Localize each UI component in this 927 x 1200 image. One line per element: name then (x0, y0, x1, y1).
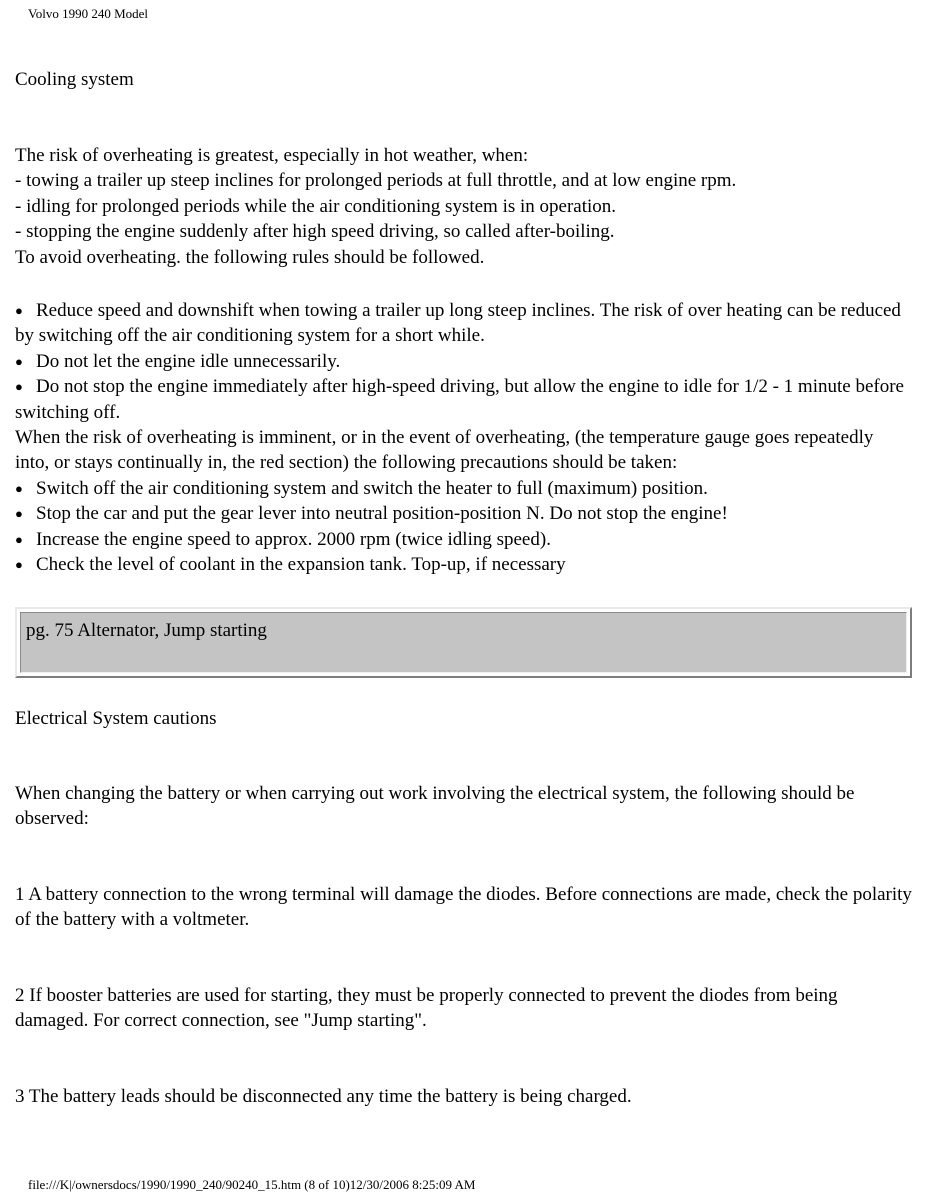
bullet-icon: ● (15, 506, 23, 522)
imminent-text: When the risk of overheating is imminent, or in the event of overheating, (the temperature gauge goes repeatedly into, or stays continually in, the red section) the following precautions should be taken: (15, 427, 874, 474)
overheating-intro (15, 143, 912, 270)
rule-text: Do not let the engine idle unnecessarily. (36, 350, 341, 372)
intro-line: - idling for prolonged periods while the air conditioning system is in operation. (15, 195, 617, 217)
electrical-section-title: Electrical System cautions (15, 708, 217, 729)
cooling-section-title: Cooling system (15, 69, 134, 90)
bullet-icon: ● (15, 353, 23, 369)
bullet-icon: ● (15, 379, 23, 395)
page-navigation-box (15, 607, 912, 678)
list-item (15, 374, 912, 425)
rule-text: Reduce speed and downshift when towing a trailer up long steep inclines. The risk of over heating can be reduced by switching off the air conditioning system for a short while. (15, 300, 901, 347)
electrical-intro: When changing the battery or when carrying out work involving the electrical system, the following should be observed: (15, 783, 855, 830)
bullet-icon: ● (15, 557, 23, 573)
list-item (15, 349, 912, 374)
intro-line: The risk of overheating is greatest, especially in hot weather, when: (15, 145, 529, 166)
cooling-rules-list (15, 298, 912, 577)
precaution-text: Switch off the air conditioning system and switch the heater to full (maximum) position. (36, 477, 708, 499)
list-item (15, 527, 912, 552)
print-footer: file:///K|/ownersdocs/1990/1990_240/90240_15.htm (8 of 10)12/30/2006 8:25:09 AM (28, 1177, 476, 1192)
bullet-icon: ● (15, 480, 23, 496)
bullet-icon: ● (15, 531, 23, 547)
electrical-item: 1 A battery connection to the wrong terminal will damage the diodes. Before connections are made, check the polarity of the battery with a voltmeter. (15, 884, 912, 931)
list-item (15, 476, 912, 501)
intro-line: - towing a trailer up steep inclines for prolonged periods at full throttle, and at low engine rpm. (15, 170, 737, 192)
list-item (15, 552, 912, 577)
intro-line: - stopping the engine suddenly after high speed driving, so called after-boiling. (15, 221, 615, 243)
precaution-text: Increase the engine speed to approx. 2000 rpm (twice idling speed). (36, 528, 551, 550)
precaution-text: Stop the car and put the gear lever into neutral position-position N. Do not stop the engine! (36, 503, 728, 525)
bullet-icon: ● (15, 303, 23, 318)
page-navigation-cell (20, 612, 907, 673)
print-header: Volvo 1990 240 Model (28, 6, 149, 21)
precaution-text: Check the level of coolant in the expansion tank. Top-up, if necessary (36, 554, 566, 576)
intro-line: To avoid overheating. the following rules should be followed. (15, 246, 485, 268)
electrical-item: 3 The battery leads should be disconnected any time the battery is being charged. (15, 1086, 632, 1107)
list-item (15, 298, 912, 349)
rule-text: Do not stop the engine immediately after high-speed driving, but allow the engine to idle for 1/2 - 1 minute before switching off. (15, 376, 904, 423)
next-page-link[interactable]: pg. 75 Alternator, Jump starting (26, 620, 267, 641)
list-item (15, 501, 912, 526)
electrical-item: 2 If booster batteries are used for starting, they must be properly connected to prevent the diodes from being damaged. For correct connection, see "Jump starting". (15, 985, 838, 1032)
